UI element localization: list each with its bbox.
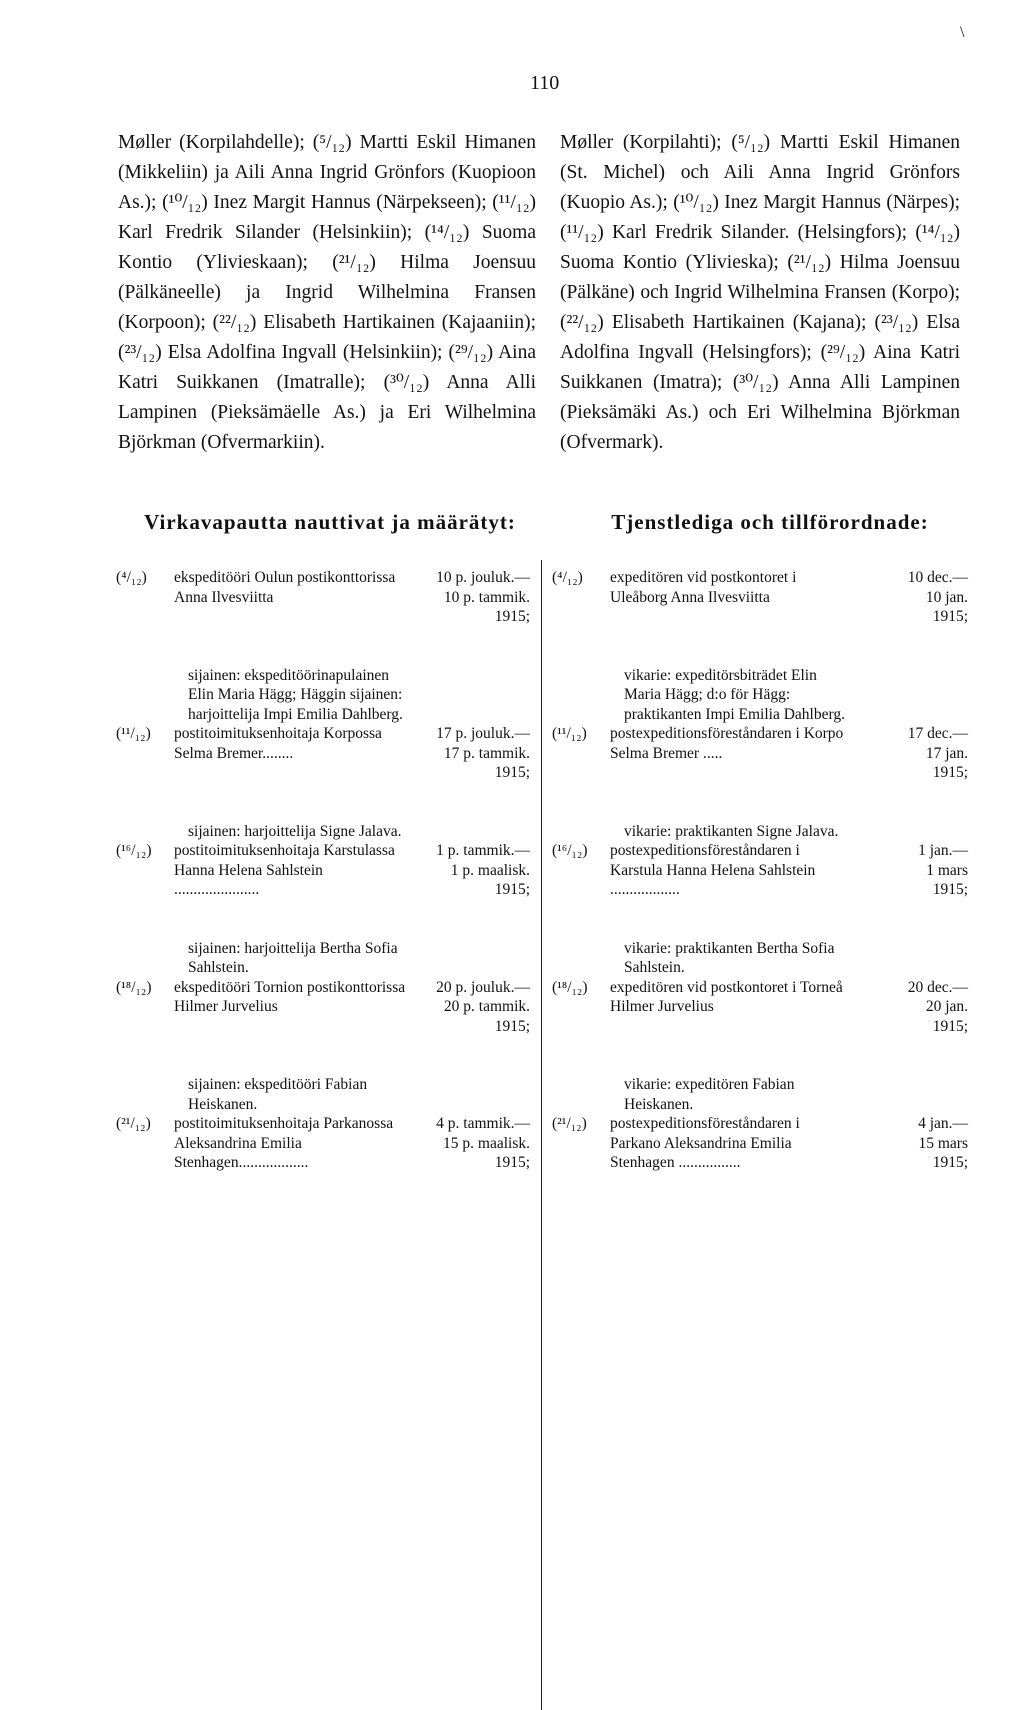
- entry-date-code: (⁴/₁₂): [552, 569, 583, 586]
- page-number: 110: [530, 72, 560, 94]
- finnish-substitute: [116, 822, 536, 842]
- entry-date-code: (²¹/₁₂): [116, 1115, 151, 1132]
- finnish-section-heading: Virkavapautta nauttivat ja määrätyt:: [144, 510, 516, 534]
- finnish-column: [118, 128, 536, 458]
- substitute-text: sijainen: harjoittelija Bertha Sofia Sahlstein.: [188, 939, 398, 976]
- finnish-entry: [116, 1114, 536, 1173]
- swedish-entry: [552, 1114, 972, 1173]
- substitute-text: vikarie: expeditören Fabian Heiskanen.: [624, 1076, 795, 1113]
- entry-description: ekspeditööri Oulun postikonttorissa Anna Ilvesviitta: [174, 569, 396, 606]
- finnish-substitute: [116, 1075, 536, 1114]
- swedish-entry: [552, 978, 972, 1037]
- entry-date-code: (²¹/₁₂): [552, 1115, 587, 1132]
- entry-date-code: (⁴/₁₂): [116, 569, 147, 586]
- swedish-substitute: [552, 1075, 972, 1114]
- entry-description: expeditören vid postkontoret i Torneå Hilmer Jurvelius: [610, 978, 843, 1015]
- swedish-section-heading: Tjenstlediga och tillförordnade:: [611, 510, 929, 534]
- entry-period: 4 p. tammik.— 15 p. maalisk. 1915;: [436, 1115, 530, 1171]
- substitute-text: sijainen: ekspeditöörinapulainen Elin Maria Hägg; Häggin sijainen: harjoittelija Impi Emilia Dahlberg.: [188, 666, 403, 723]
- substitute-text: vikarie: praktikanten Bertha Sofia Sahlstein.: [624, 939, 835, 976]
- entry-period: 17 dec.— 17 jan. 1915;: [907, 725, 968, 781]
- swedish-entry-list: [552, 568, 972, 1173]
- finnish-paragraph: Møller (Korpilahdelle); (⁵/₁₂) Martti Eskil Himanen (Mikkeliin) ja Aili Anna Ingrid Grönfors (Kuopioon As.); (¹⁰/₁₂) Inez Margit Hannus (Närpekseen); (¹¹/₁₂) Karl Fredrik Silander (Helsinkiin); (¹⁴/₁₂) Suoma Kontio (Ylivieskaan); (²¹/₁₂) Hilma Joensuu (Pälkäneelle) ja Ingrid Wilhelmina Fransen (Korpoon); (²²/₁₂) Elisabeth Hartikainen (Kajaaniin); (²³/₁₂) Elsa Adolfina Ingvall (Helsinkiin); (²⁹/₁₂) Aina Katri Suikkanen (Imatralle); (³⁰/₁₂) Anna Alli Lampinen (Pieksämäelle As.) ja Eri Wilhelmina Björkman (Ofvermarkiin).: [118, 132, 536, 453]
- swedish-substitute: [552, 666, 972, 725]
- finnish-entry: [116, 724, 536, 783]
- swedish-entry: [552, 841, 972, 900]
- corner-mark: \: [960, 24, 965, 41]
- substitute-text: vikarie: expeditörsbiträdet Elin Maria Hägg; d:o för Hägg: praktikanten Impi Emilia Dahlberg.: [624, 666, 845, 723]
- entry-period: 20 dec.— 20 jan. 1915;: [907, 978, 968, 1035]
- finnish-substitute: [116, 939, 536, 978]
- swedish-paragraph: Møller (Korpilahti); (⁵/₁₂) Martti Eskil Himanen (St. Michel) och Aili Anna Ingrid Grönfors (Kuopio As.); (¹⁰/₁₂) Inez Margit Hannus (Närpes); (¹¹/₁₂) Karl Fredrik Silander. (Helsingfors); (¹⁴/₁₂) Suoma Kontio (Ylivieska); (²¹/₁₂) Hilma Joensuu (Pälkäne) och Ingrid Wilhelmina Fransen (Korpo); (²²/₁₂) Elisabeth Hartikainen (Kajana); (²³/₁₂) Elsa Adolfina Ingvall (Helsingfors); (²⁹/₁₂) Aina Katri Suikkanen (Imatra); (³⁰/₁₂) Anna Alli Lampinen (Pieksämäki As.) och Eri Wilhelmina Björkman (Ofvermark).: [560, 132, 960, 453]
- finnish-entry: [116, 978, 536, 1037]
- entry-description: postexpeditionsföreståndaren i Parkano Aleksandrina Emilia Stenhagen ................: [610, 1115, 800, 1171]
- swedish-substitute: [552, 939, 972, 978]
- finnish-entry: [116, 841, 536, 900]
- column-divider: [541, 560, 542, 1710]
- entry-description: postexpeditionsföreståndaren i Karstula Hanna Helena Sahlstein ..................: [610, 842, 816, 898]
- entry-period: 10 p. jouluk.— 10 p. tammik. 1915;: [436, 569, 530, 625]
- entry-date-code: (¹¹/₁₂): [116, 725, 151, 742]
- entry-period: 1 p. tammik.— 1 p. maalisk. 1915;: [436, 842, 530, 898]
- finnish-substitute: [116, 666, 536, 725]
- entry-date-code: (¹⁶/₁₂): [552, 842, 588, 859]
- entry-description: postexpeditionsföreståndaren i Korpo Selma Bremer .....: [610, 725, 844, 762]
- entry-date-code: (¹⁶/₁₂): [116, 842, 152, 859]
- entry-period: 10 dec.— 10 jan. 1915;: [907, 569, 968, 625]
- entry-description: postitoimituksenhoitaja Korpossa Selma Bremer........: [174, 725, 382, 762]
- entry-period: 1 jan.— 1 mars 1915;: [918, 842, 968, 898]
- entry-period: 17 p. jouluk.— 17 p. tammik. 1915;: [436, 725, 530, 781]
- substitute-text: vikarie: praktikanten Signe Jalava.: [624, 822, 839, 840]
- entry-period: 4 jan.— 15 mars 1915;: [918, 1115, 968, 1171]
- entry-description: postitoimituksenhoitaja Parkanossa Aleksandrina Emilia Stenhagen..................: [174, 1115, 394, 1171]
- entry-date-code: (¹⁸/₁₂): [552, 978, 588, 996]
- swedish-substitute: [552, 822, 972, 842]
- finnish-entry-list: [116, 568, 536, 1173]
- substitute-text: sijainen: ekspeditööri Fabian Heiskanen.: [188, 1076, 368, 1113]
- finnish-entry: [116, 568, 536, 627]
- entry-description: postitoimituksenhoitaja Karstulassa Hanna Helena Sahlstein ......................: [174, 842, 395, 898]
- entry-date-code: (¹⁸/₁₂): [116, 978, 152, 996]
- entry-description: ekspeditööri Tornion postikonttorissa Hilmer Jurvelius: [174, 978, 406, 1015]
- substitute-text: sijainen: harjoittelija Signe Jalava.: [188, 822, 402, 840]
- swedish-entry: [552, 724, 972, 783]
- swedish-column: [560, 128, 960, 458]
- entry-description: expeditören vid postkontoret i Uleåborg Anna Ilvesviitta: [610, 569, 797, 606]
- swedish-entry: [552, 568, 972, 627]
- entry-date-code: (¹¹/₁₂): [552, 725, 587, 742]
- entry-period: 20 p. jouluk.— 20 p. tammik. 1915;: [436, 978, 530, 1035]
